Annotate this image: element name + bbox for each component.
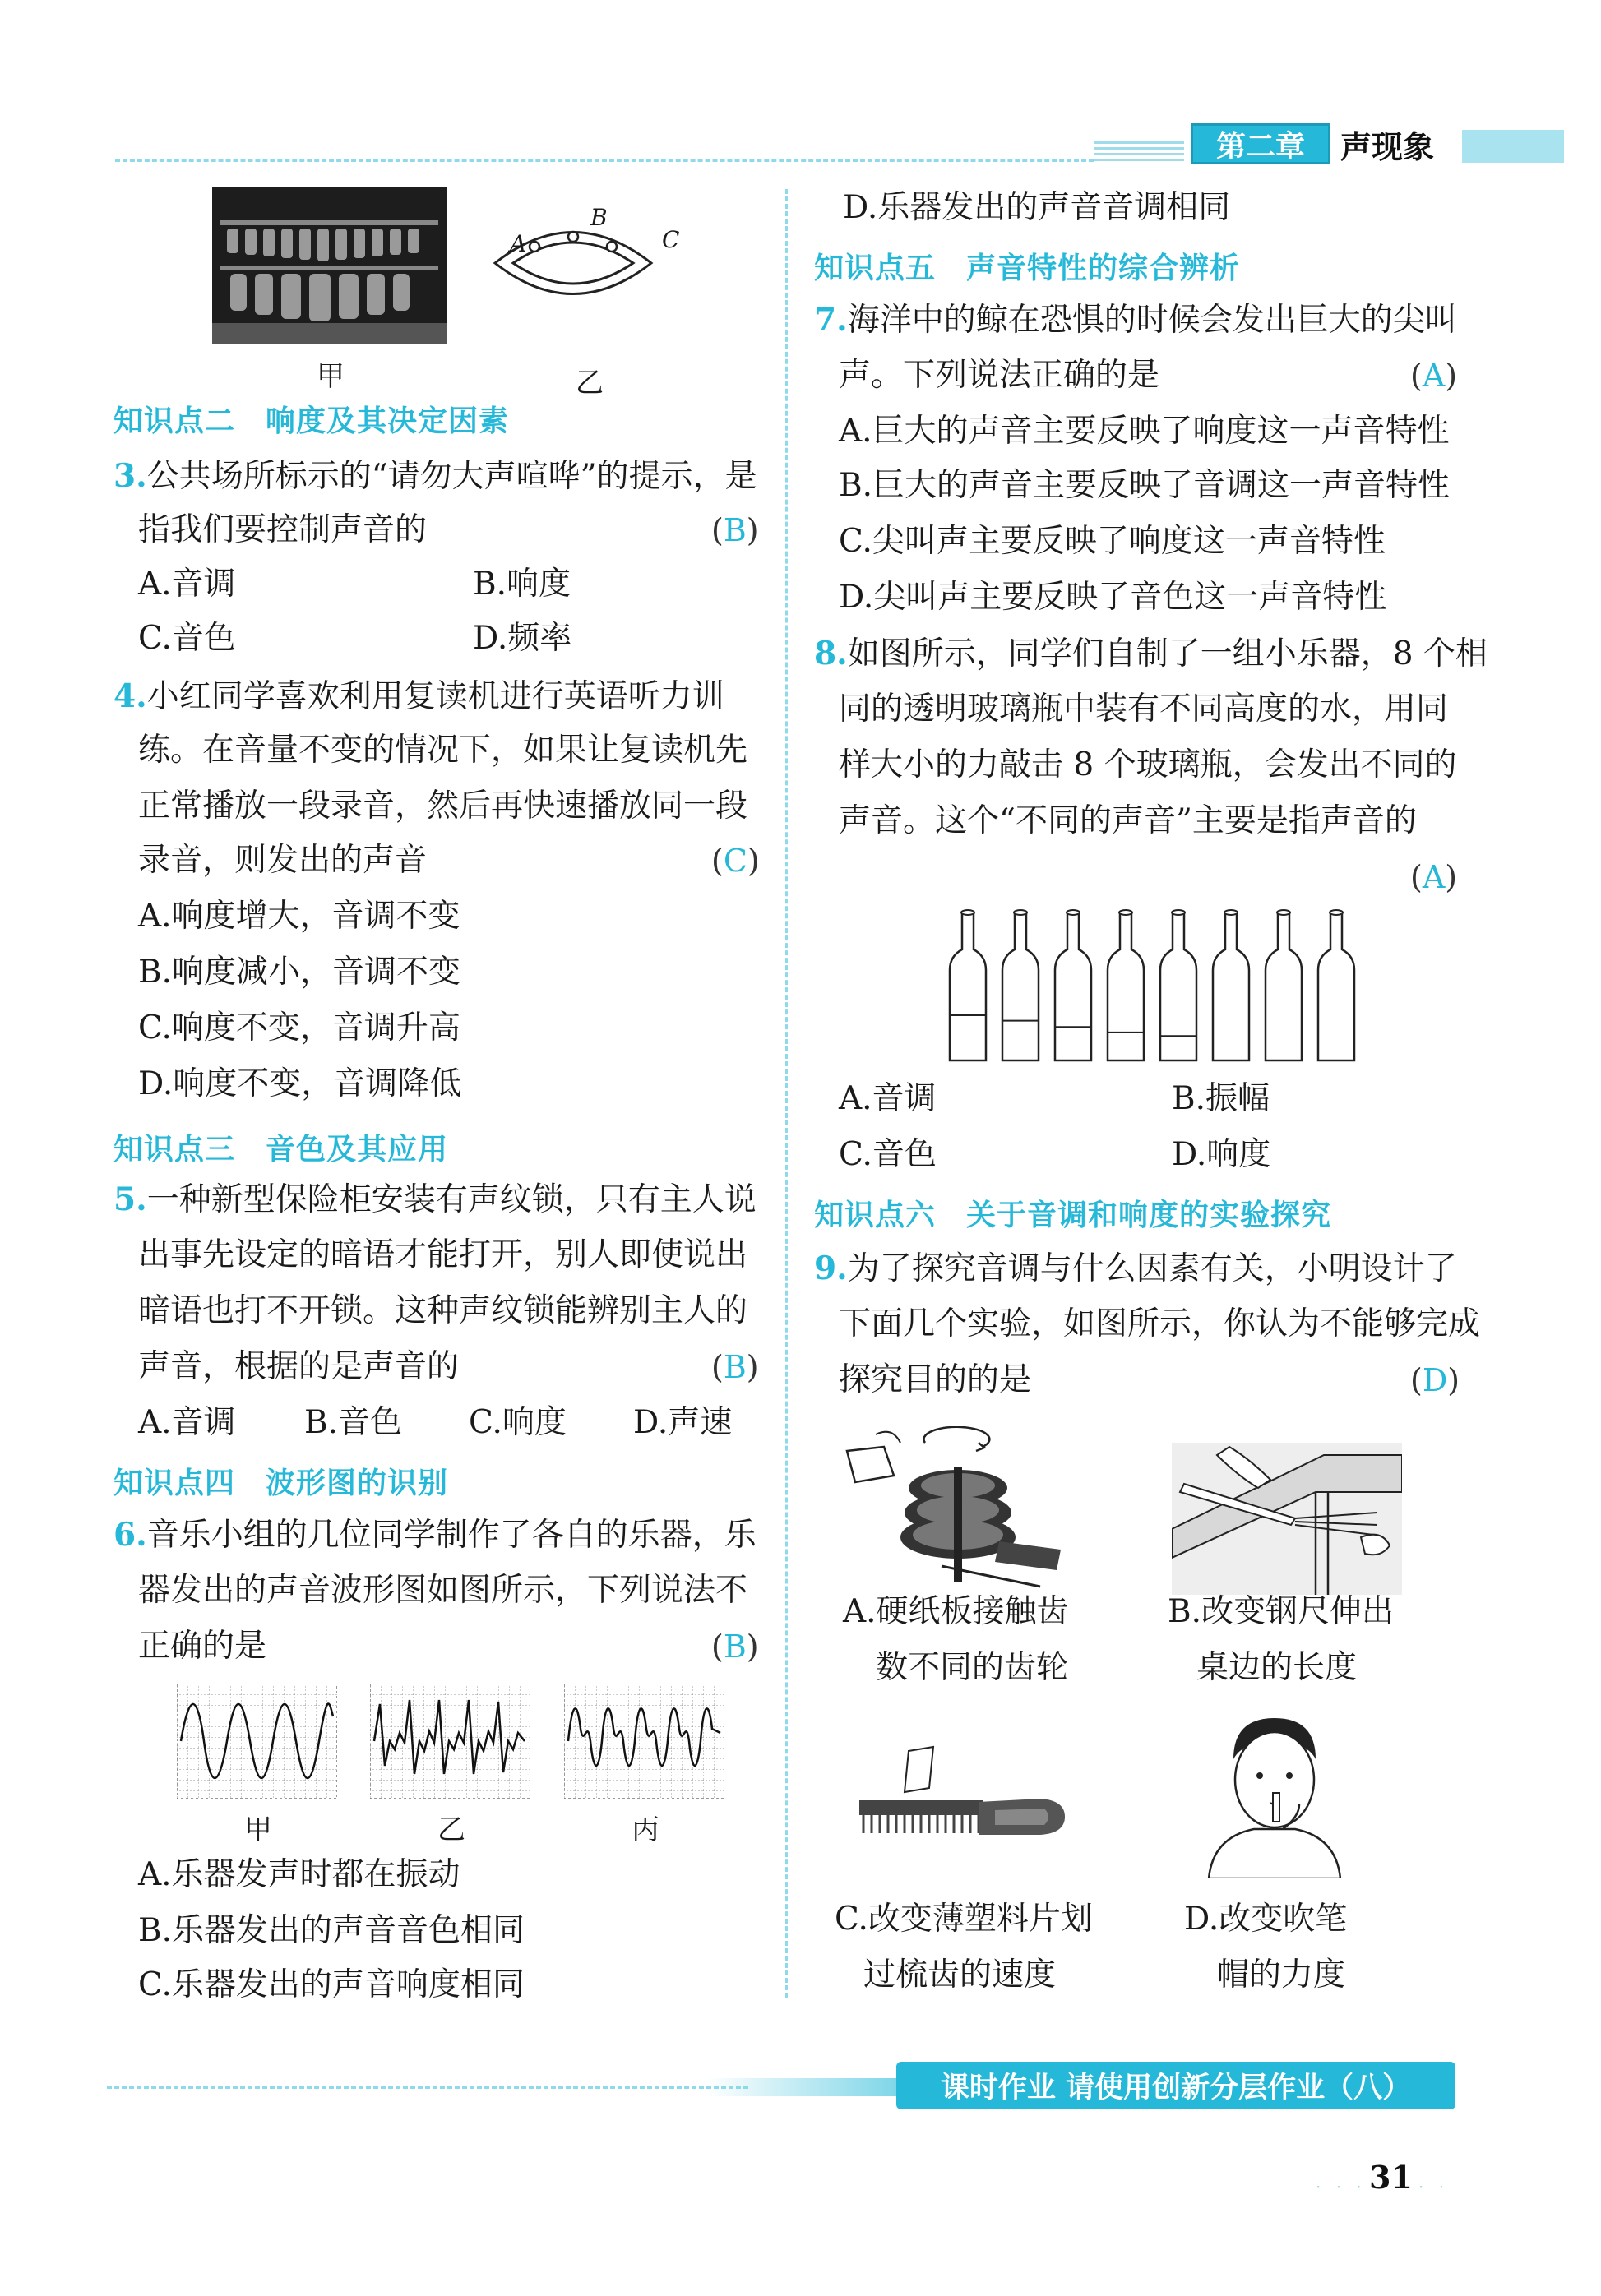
- footer-banner-text: 课时作业 请使用创新分层作业（八）: [940, 2072, 1412, 2104]
- q4-stem-line-4: 录音，则发出的声音: [138, 842, 428, 879]
- q9-option-d-line-2: 帽的力度: [1217, 1956, 1346, 1993]
- header-bar: [1462, 130, 1564, 163]
- q5-answer: (B): [711, 1349, 759, 1385]
- bottle-water: [1109, 1033, 1142, 1060]
- q8-stem-line-3: 样大小的力敲击 8 个玻璃瓶，会发出不同的: [839, 746, 1457, 783]
- bottle-outline: [1266, 912, 1302, 1060]
- bottle-mouth: [1224, 910, 1238, 915]
- q7-option-a: A.巨大的声音主要反映了响度这一声音特性: [839, 413, 1450, 450]
- bottle-water: [1004, 1021, 1037, 1060]
- q7-answer: (A): [1410, 358, 1458, 394]
- q3-option-d: D.频率: [473, 620, 572, 657]
- page-number-dots-right: · ·: [1418, 2177, 1450, 2197]
- q8-option-c: C.音色: [839, 1136, 937, 1173]
- q3-option-a: A.音调: [138, 566, 236, 603]
- q6-stem-line-2: 器发出的声音波形图如图所示，下列说法不: [138, 1572, 748, 1609]
- q3-answer: (B): [711, 512, 759, 548]
- q9-option-c-line-2: 过梳齿的速度: [863, 1956, 1057, 1993]
- q8-number: 8.: [814, 635, 848, 672]
- q8-option-d: D.响度: [1172, 1136, 1271, 1173]
- waveform-jia: [177, 1684, 337, 1799]
- q6-answer: (B): [711, 1628, 759, 1665]
- q9-option-a-line-1: A.硬纸板接触齿: [843, 1593, 1069, 1630]
- q9-option-d-line-1: D.改变吹笔: [1184, 1901, 1348, 1938]
- q3-number: 3.: [113, 457, 147, 495]
- q8-option-a: A.音调: [839, 1080, 937, 1117]
- bottle: [1108, 910, 1144, 1060]
- cross-section-caption: 乙: [576, 367, 604, 400]
- label-a: A: [510, 230, 527, 257]
- bottle-water: [951, 1015, 984, 1060]
- q6-stem-line-1: 6.音乐小组的几位同学制作了各自的乐器，乐: [113, 1516, 757, 1554]
- q8-stem-line-1: 8.如图所示，同学们自制了一组小乐器，8 个相: [814, 635, 1488, 672]
- q4-stem-line-1: 4.小红同学喜欢利用复读机进行英语听力训: [113, 677, 724, 715]
- q8-stem-line-4: 声音。这个“不同的声音”主要是指声音的: [839, 802, 1417, 839]
- q5-option-b: B.音色: [304, 1404, 403, 1441]
- section-6-heading: 知识点六 关于音调和响度的实验探究: [814, 1199, 1332, 1232]
- q9-stem-line-3: 探究目的的是: [839, 1361, 1032, 1398]
- bottle: [1266, 910, 1302, 1060]
- q4-option-a: A.响度增大，音调不变: [138, 898, 460, 935]
- q5-option-c: C.响度: [469, 1404, 567, 1441]
- footer-banner: [896, 2062, 1455, 2109]
- bottles-figure: [937, 908, 1365, 1065]
- bottle: [1002, 910, 1039, 1060]
- q3-stem-line-2: 指我们要控制声音的: [138, 511, 428, 548]
- q4-option-c: C.响度不变，音调升高: [138, 1009, 460, 1046]
- q4-number: 4.: [113, 677, 147, 715]
- bottle: [1213, 910, 1249, 1060]
- footer-dashed-rule: [107, 2086, 748, 2089]
- section-5-heading: 知识点五 声音特性的综合辨析: [814, 252, 1241, 285]
- chapter-badge: [1191, 123, 1330, 164]
- bottle-water: [1162, 1036, 1195, 1060]
- bell-cross-section: [487, 206, 659, 329]
- bottle-water: [1057, 1027, 1090, 1060]
- q4-option-d: D.响度不变，音调降低: [138, 1065, 462, 1102]
- q9-option-b-line-2: 桌边的长度: [1196, 1649, 1358, 1686]
- bottle-mouth: [1172, 910, 1185, 915]
- bottle-mouth: [1277, 910, 1290, 915]
- q6-option-a: A.乐器发声时都在振动: [138, 1856, 460, 1893]
- q9-stem-line-1: 9.为了探究音调与什么因素有关，小明设计了: [814, 1250, 1457, 1287]
- bottle-mouth: [1067, 910, 1080, 915]
- q3-option-b: B.响度: [473, 566, 571, 603]
- q9-answer: (D): [1410, 1362, 1460, 1398]
- bottle: [1160, 910, 1196, 1060]
- bottle: [950, 910, 986, 1060]
- comb-figure: [855, 1743, 1069, 1850]
- q8-stem-line-2: 同的透明玻璃瓶中装有不同高度的水，用同: [839, 691, 1449, 728]
- label-b: B: [590, 204, 608, 231]
- q7-option-c: C.尖叫声主要反映了响度这一声音特性: [839, 523, 1386, 560]
- q7-number: 7.: [814, 301, 848, 339]
- chapter-title: 声现象: [1340, 129, 1435, 165]
- q6-stem-line-3: 正确的是: [138, 1628, 267, 1665]
- gears-figure: [843, 1426, 1073, 1595]
- q7-option-d: D.尖叫声主要反映了音色这一声音特性: [839, 579, 1387, 616]
- q5-stem-line-2: 出事先设定的暗语才能打开，别人即使说出: [138, 1236, 748, 1273]
- q5-option-d: D.声速: [633, 1404, 733, 1441]
- q7-stem-line-1: 7.海洋中的鲸在恐惧的时候会发出巨大的尖叫: [814, 301, 1457, 339]
- section-2-heading: 知识点二 响度及其决定因素: [113, 404, 510, 438]
- q8-option-b: B.振幅: [1172, 1080, 1270, 1117]
- section-3-heading: 知识点三 音色及其应用: [113, 1133, 449, 1166]
- q6-option-c: C.乐器发出的声音响度相同: [138, 1966, 525, 2003]
- q3-option-c: C.音色: [138, 620, 236, 657]
- section-4-heading: 知识点四 波形图的识别: [113, 1467, 449, 1500]
- page-number-dots-left: · · ·: [1316, 2177, 1367, 2197]
- q6-option-d: D.乐器发出的声音音调相同: [843, 189, 1231, 226]
- waveform-caption-yi: 乙: [437, 1813, 465, 1846]
- q4-stem-line-2: 练。在音量不变的情况下，如果让复读机先: [138, 732, 748, 769]
- waveform-bing: [564, 1684, 724, 1799]
- q3-stem-line-1: 3.公共场所标示的“请勿大声喧哗”的提示，是: [113, 457, 757, 495]
- bottle: [1055, 910, 1091, 1060]
- bottle-mouth: [1014, 910, 1027, 915]
- waveform-caption-jia: 甲: [244, 1813, 272, 1846]
- q6-option-b: B.乐器发出的声音音色相同: [138, 1912, 525, 1949]
- q4-option-b: B.响度减小，音调不变: [138, 954, 461, 991]
- q5-stem-line-1: 5.一种新型保险柜安装有声纹锁，只有主人说: [113, 1180, 757, 1218]
- bottle-outline: [1213, 912, 1249, 1060]
- header-dashed-rule: [115, 159, 1094, 162]
- bottle-mouth: [1330, 910, 1343, 915]
- q5-stem-line-4: 声音，根据的是声音的: [138, 1348, 460, 1385]
- label-c: C: [662, 226, 680, 253]
- bottle-mouth: [1119, 910, 1132, 915]
- waveform-caption-bing: 丙: [632, 1813, 659, 1846]
- q9-number: 9.: [814, 1250, 848, 1287]
- photo-caption: 甲: [317, 360, 345, 393]
- header-hatch: [1094, 138, 1184, 161]
- q5-option-a: A.音调: [138, 1404, 236, 1441]
- q9-option-b-line-1: B.改变钢尺伸出: [1168, 1593, 1395, 1630]
- q5-stem-line-3: 暗语也打不开锁。这种声纹锁能辨别主人的: [138, 1292, 748, 1329]
- q9-option-c-line-1: C.改变薄塑料片划: [835, 1901, 1093, 1938]
- ruler-figure: [1172, 1443, 1402, 1595]
- bells-photo: [212, 187, 447, 344]
- waveform-yi: [370, 1684, 530, 1799]
- chapter-label: 第二章: [1215, 129, 1305, 164]
- boy-figure: [1176, 1714, 1373, 1878]
- page-number: 31: [1369, 2159, 1413, 2196]
- q9-option-a-line-2: 数不同的齿轮: [876, 1649, 1069, 1686]
- q7-stem-line-2: 声。下列说法正确的是: [839, 357, 1160, 394]
- q9-stem-line-2: 下面几个实验，如图所示，你认为不能够完成: [839, 1305, 1481, 1342]
- q4-stem-line-3: 正常播放一段录音，然后再快速播放同一段: [138, 788, 748, 825]
- bottle-mouth: [961, 910, 974, 915]
- q4-answer: (C): [711, 843, 760, 879]
- q7-option-b: B.巨大的声音主要反映了音调这一声音特性: [839, 467, 1451, 504]
- bottle-outline: [1318, 912, 1354, 1060]
- footer-fade: [707, 2078, 896, 2096]
- q6-number: 6.: [113, 1516, 147, 1554]
- q8-answer: (A): [1410, 859, 1458, 895]
- bottle: [1318, 910, 1354, 1060]
- q5-number: 5.: [113, 1180, 147, 1218]
- column-divider: [785, 189, 788, 1998]
